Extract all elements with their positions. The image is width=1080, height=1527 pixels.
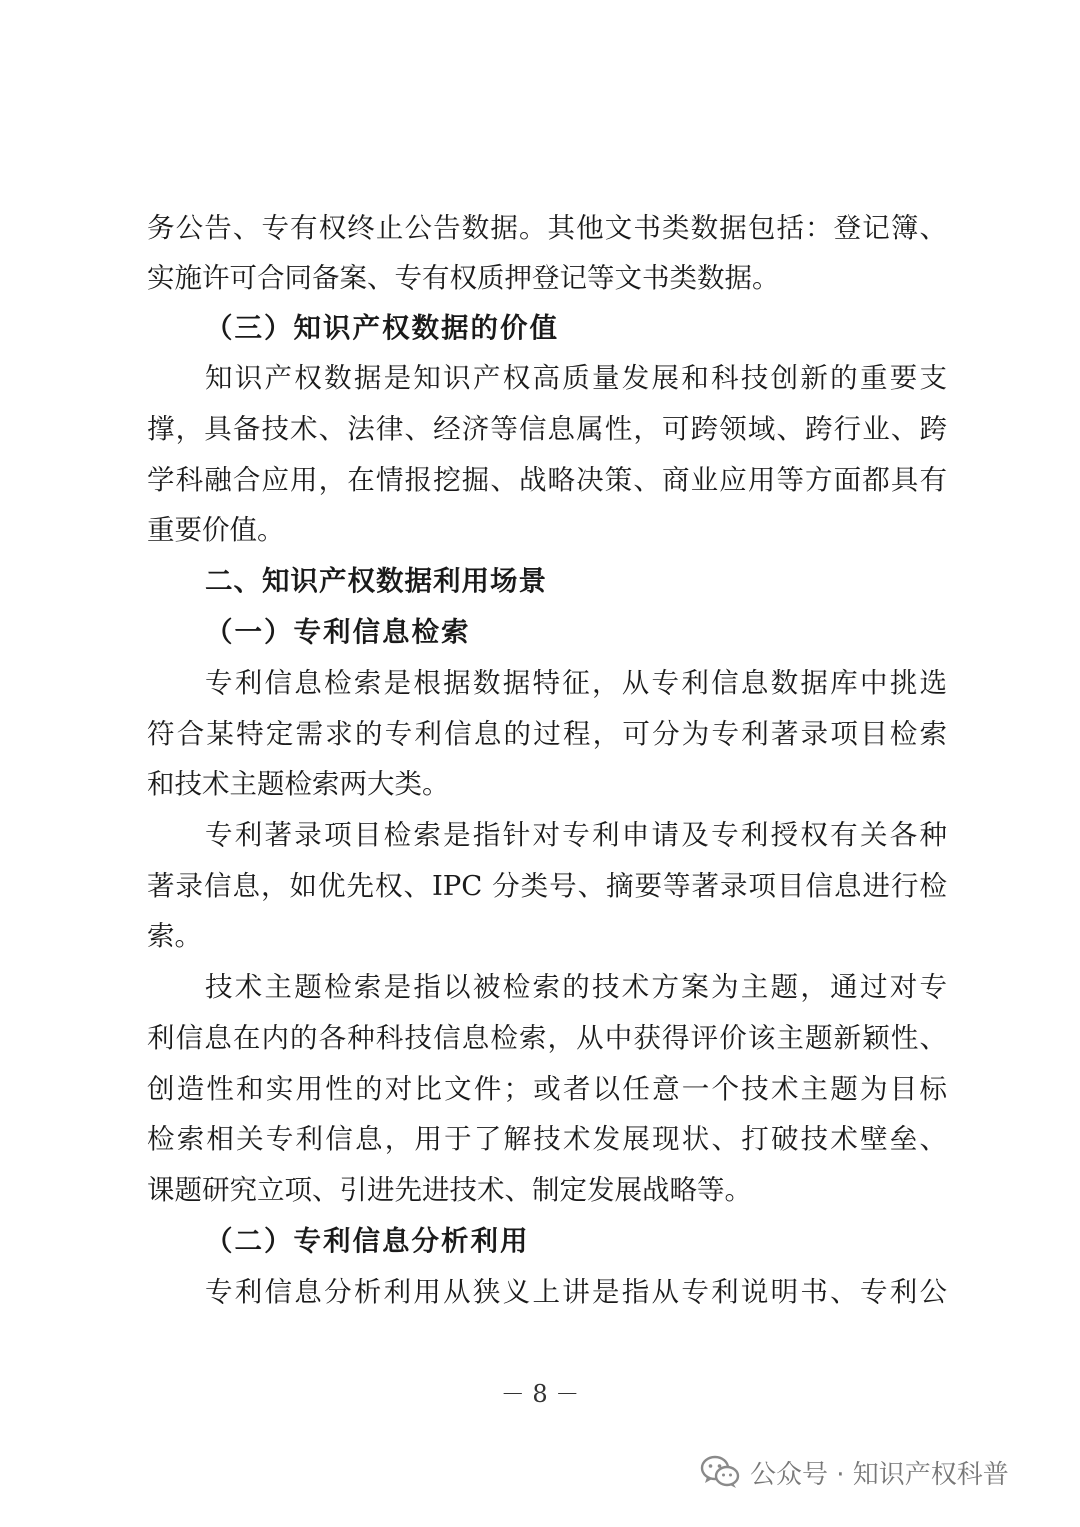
paragraph-value-line-3: 学科融合应用，在情报挖掘、战略决策、商业应用等方面都具有 — [147, 464, 947, 496]
watermark-text: 公众号 · 知识产权科普 — [750, 1459, 1009, 1490]
paragraph-value-line-2: 撑，具备技术、法律、经济等信息属性，可跨领域、跨行业、跨 — [147, 413, 947, 445]
paragraph-topic-line-5: 课题研究立项、引进先进技术、制定发展战略等。 — [147, 1174, 752, 1206]
section-heading-3-3: （三）知识产权数据的价值 — [205, 312, 559, 344]
paragraph-analysis-line-1: 专利信息分析利用从狭义上讲是指从专利说明书、专利公 — [205, 1276, 947, 1308]
section-heading-2-1: （一）专利信息检索 — [205, 616, 471, 648]
section-heading-2-2: （二）专利信息分析利用 — [205, 1225, 530, 1257]
section-heading-2: 二、知识产权数据利用场景 — [205, 565, 547, 597]
paragraph-value-line-1: 知识产权数据是知识产权高质量发展和科技创新的重要支 — [205, 362, 947, 394]
paragraph-bibliographic-line-2: 著录信息，如优先权、IPC 分类号、摘要等著录项目信息进行检 — [147, 870, 947, 902]
wechat-icon — [700, 1455, 740, 1489]
paragraph-topic-line-1: 技术主题检索是指以被检索的技术方案为主题，通过对专 — [205, 971, 947, 1003]
paragraph-bibliographic-line-1: 专利著录项目检索是指针对专利申请及专利授权有关各种 — [205, 819, 947, 851]
paragraph-topic-line-2: 利信息在内的各种科技信息检索，从中获得评价该主题新颖性、 — [147, 1022, 947, 1054]
watermark — [700, 1450, 1009, 1494]
paragraph-value-line-4: 重要价值。 — [147, 514, 285, 546]
body-line-1: 务公告、专有权终止公告数据。其他文书类数据包括：登记簿、 — [147, 212, 947, 244]
paragraph-bibliographic-line-3: 索。 — [147, 920, 202, 952]
paragraph-retrieval-line-2: 符合某特定需求的专利信息的过程，可分为专利著录项目检索 — [147, 718, 947, 750]
paragraph-retrieval-line-1: 专利信息检索是根据数据特征，从专利信息数据库中挑选 — [205, 667, 947, 699]
body-line-2: 实施许可合同备案、专有权质押登记等文书类数据。 — [147, 262, 780, 294]
paragraph-topic-line-3: 创造性和实用性的对比文件；或者以任意一个技术主题为目标 — [147, 1073, 947, 1105]
paragraph-topic-line-4: 检索相关专利信息，用于了解技术发展现状、打破技术壁垒、 — [147, 1123, 947, 1155]
page-number: － 8 － — [500, 1380, 580, 1408]
paragraph-retrieval-line-3: 和技术主题检索两大类。 — [147, 768, 450, 800]
